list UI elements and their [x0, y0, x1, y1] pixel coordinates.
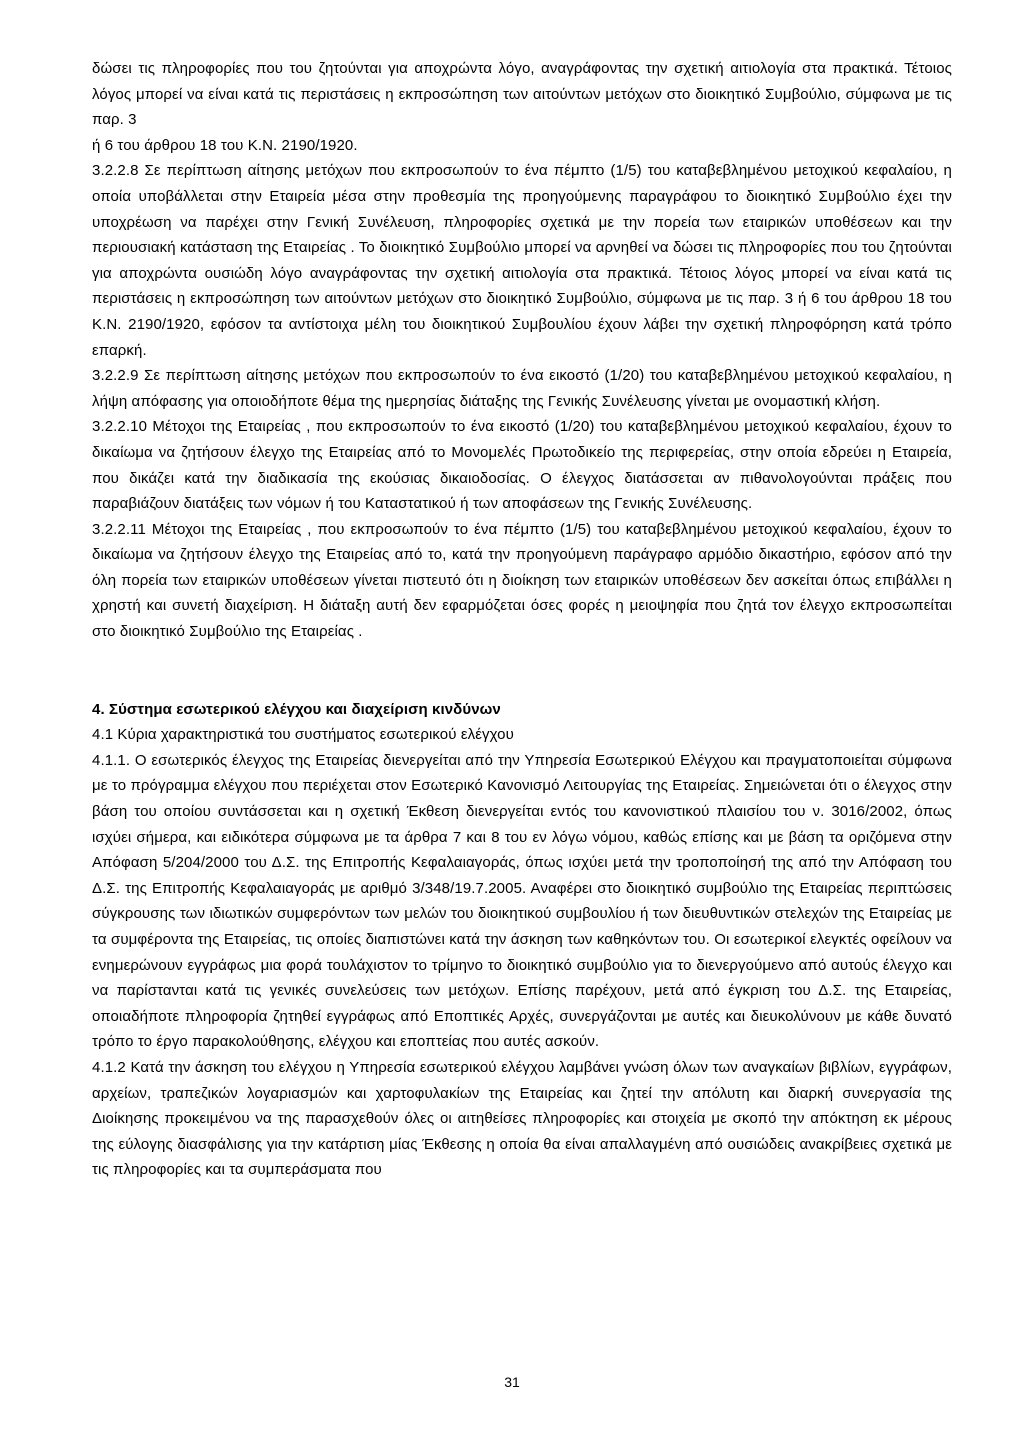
subsection-heading: 4.1 Κύρια χαρακτηριστικά του συστήματος εσωτερικού ελέγχου [92, 726, 514, 744]
section-heading: 4. Σύστημα εσωτερικού ελέγχου και διαχείριση κινδύνων [92, 700, 501, 718]
paragraph-4-1-2: 4.1.2 Κατά την άσκηση του ελέγχου η Υπηρεσία εσωτερικού ελέγχου λαμβάνει γνώση όλων των αναγκαίων βιβλίων, εγγράφων, αρχείων, τραπεζικών λογαριασμών και χαρτοφυλακίων της Εταιρείας και ζητεί την απόλυτη και διαρκή συνεργασία της Διοίκησης προκειμένου να της παρασχεθούν όλες οι αιτηθείσες πληροφορίες και στοιχεία με σκοπό την απόκτηση εκ μέρους της εύλογης διασφάλισης για την κατάρτιση μίας Έκθεσης η οποία θα είναι απαλλαγμένη από ουσιώδεις ανακρίβειες σχετικά με τις πληροφορίες και τα συμπεράσματα που [92, 1058, 952, 1179]
paragraph-3-2-2-11: 3.2.2.11 Μέτοχοι της Εταιρείας , που εκπροσωπούν το ένα πέμπτο (1/5) του καταβεβλημένου μετοχικού κεφαλαίου, έχουν το δικαίωμα να ζητήσουν έλεγχο της Εταιρείας από το, κατά την προηγούμενη παράγραφο αρμόδιο δικαστήριο, εφόσον από την όλη πορεία των εταιρικών υποθέσεων γίνεται πιστευτό ότι η διοίκηση των εταιρικών υποθέσεων δεν ασκείται όπως επιβάλλει η χρηστή και συνετή διαχείριση. Η διάταξη αυτή δεν εφαρμόζεται όσες φορές η μειοψηφία που ζητά τον έλεγχο εκπροσωπείται στο διοικητικό Συμβούλιο της Εταιρείας . [92, 520, 952, 641]
paragraph-reference: ή 6 του άρθρου 18 του Κ.Ν. 2190/1920. [92, 136, 358, 154]
paragraph-4-1-1: 4.1.1. Ο εσωτερικός έλεγχος της Εταιρείας διενεργείται από την Υπηρεσία Εσωτερικού Ελέγχου και πραγματοποιείται σύμφωνα με το πρόγραμμα ελέγχου που περιέχεται στον Εσωτερικό Κανονισμό Λειτουργίας της Εταιρείας. Σημειώνεται ότι ο έλεγχος στην βάση του οποίου συντάσσεται και η σχετική Έκθεση διενεργείται εντός του κανονιστικού πλαισίου του ν. 3016/2002, όπως ισχύει σήμερα, και ειδικότερα σύμφωνα με τα άρθρα 7 και 8 του εν λόγω νόμου, καθώς επίσης και με βάση τα οριζόμενα στην Απόφαση 5/204/2000 του Δ.Σ. της Επιτροπής Κεφαλαιαγοράς, όπως ισχύει μετά την τροποποίησή της από την Απόφαση του Δ.Σ. της Επιτροπής Κεφαλαιαγοράς με αριθμό 3/348/19.7.2005. Αναφέρει στο διοικητικό συμβούλιο της Εταιρείας περιπτώσεις σύγκρουσης των ιδιωτικών συμφερόντων των μελών του διοικητικού συμβουλίου ή των διευθυντικών στελεχών της Εταιρείας με τα συμφέροντα της Εταιρείας, τις οποίες διαπιστώνει κατά την άσκηση των καθηκόντων του. Οι εσωτερικοί ελεγκτές οφείλουν να ενημερώνουν εγγράφως μια φορά τουλάχιστον το τρίμηνο το διοικητικό συμβούλιο για το διενεργούμενο από αυτούς έλεγχο και να παρίστανται κατά τις γενικές συνελεύσεις των μετόχων. Επίσης παρέχουν, μετά από έγκριση του Δ.Σ. της Εταιρείας, οποιαδήποτε πληροφορία ζητηθεί εγγράφως από Εποπτικές Αρχές, συνεργάζονται με αυτές και διευκολύνουν με κάθε δυνατό τρόπο το έργο παρακολούθησης, ελέγχου και εποπτείας που αυτές ασκούν. [92, 751, 952, 1051]
paragraph-continuation: δώσει τις πληροφορίες που του ζητούνται για αποχρώντα λόγο, αναγράφοντας την σχετική αιτιολογία στα πρακτικά. Τέτοιος λόγος μπορεί να είναι κατά τις περιστάσεις η εκπροσώπηση των αιτούντων μετόχων στο διοικητικό Συμβούλιο, σύμφωνα με τις παρ. 3 [92, 60, 952, 129]
page-number: 31 [504, 1374, 520, 1390]
paragraph-3-2-2-9: 3.2.2.9 Σε περίπτωση αίτησης μετόχων που εκπροσωπούν το ένα εικοστό (1/20) του καταβεβλημένου μετοχικού κεφαλαίου, η λήψη απόφασης για οποιοδήποτε θέμα της ημερησίας διάταξης της Γενικής Συνέλευσης γίνεται με ονομαστική κλήση. [92, 367, 952, 410]
section-spacer [92, 645, 952, 697]
document-body [92, 56, 952, 1183]
paragraph-3-2-2-8: 3.2.2.8 Σε περίπτωση αίτησης μετόχων που εκπροσωπούν το ένα πέμπτο (1/5) του καταβεβλημένου μετοχικού κεφαλαίου, η οποία υποβάλλεται στην Εταιρεία μέσα στην προθεσμία της προηγούμενης παραγράφου το διοικητικό Συμβούλιο έχει την υποχρέωση να παρέχει στην Γενική Συνέλευση, πληροφορίες σχετικά με την πορεία των εταιρικών υποθέσεων και την περιουσιακή κατάσταση της Εταιρείας . Το διοικητικό Συμβούλιο μπορεί να αρνηθεί να δώσει τις πληροφορίες που του ζητούνται για αποχρώντα ουσιώδη λόγο αναγράφοντας την σχετική αιτιολογία στα πρακτικά. Τέτοιος λόγος μπορεί να είναι κατά τις περιστάσεις η εκπροσώπηση των αιτούντων μετόχων στο διοικητικό Συμβούλιο, σύμφωνα με τις παρ. 3 ή 6 του άρθρου 18 του Κ.Ν. 2190/1920, εφόσον τα αντίστοιχα μέλη του διοικητικού Συμβουλίου έχουν λάβει την σχετική πληροφόρηση κατά τρόπο επαρκή. [92, 162, 952, 359]
paragraph-3-2-2-10: 3.2.2.10 Μέτοχοι της Εταιρείας , που εκπροσωπούν το ένα εικοστό (1/20) του καταβεβλημένου μετοχικού κεφαλαίου, έχουν το δικαίωμα να ζητήσουν έλεγχο της Εταιρείας από το Μονομελές Πρωτοδικείο της περιφερείας, στην οποία εδρεύει η Εταιρεία, που δικάζει κατά την διαδικασία της εκούσιας δικαιοδοσίας. Ο έλεγχος διατάσσεται αν πιθανολογούνται πράξεις που παραβιάζουν διατάξεις των νόμων ή του Καταστατικού ή των αποφάσεων της Γενικής Συνέλευσης. [92, 418, 952, 513]
